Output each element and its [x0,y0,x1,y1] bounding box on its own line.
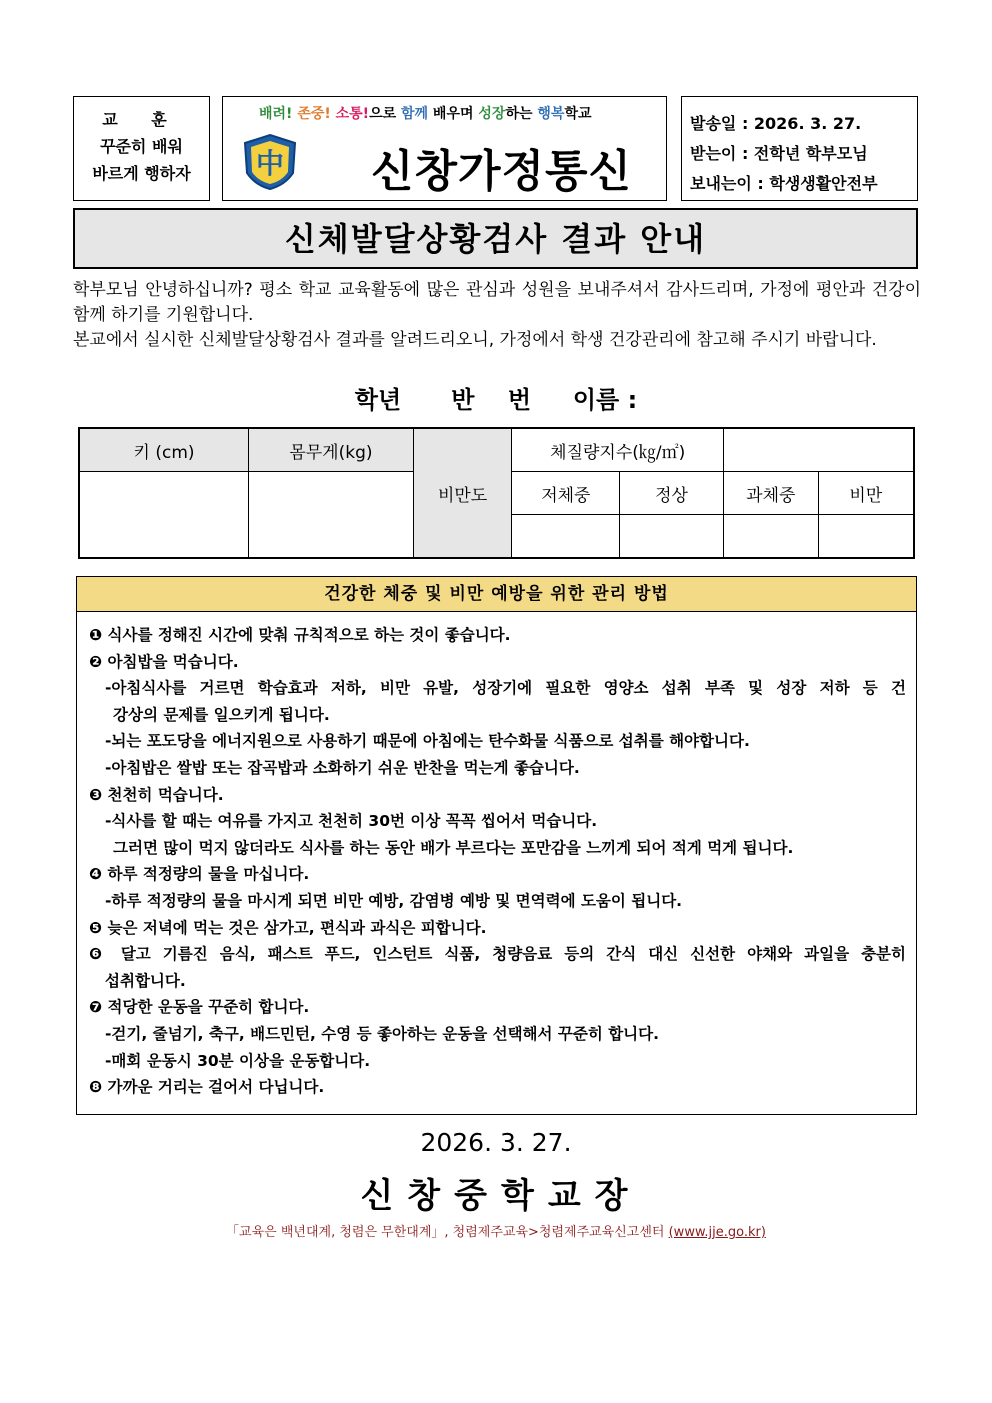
tip-line: ❶ 식사를 정해진 시간에 맞춰 규칙적으로 하는 것이 좋습니다. [89,626,511,644]
management-tips-box [76,576,917,1115]
slogan-word: 존중! [297,106,331,122]
underweight-header: 저체중 [512,472,620,515]
student-info-line: 학년 반 번 이름 : [354,386,638,414]
results-table [78,427,915,559]
tip-line: -식사를 할 때는 여유를 가지고 천천히 30번 이상 꼭꼭 씹어서 먹습니다. [105,812,598,831]
send-date: 발송일 : 2026. 3. 27. [690,114,862,133]
tip-line: ❷ 아침밥을 먹습니다. [89,652,239,671]
tip-line: -걷기, 줄넘기, 축구, 배드민턴, 수영 등 좋아하는 운동을 선택해서 꾸준히 합니다. [105,1024,660,1043]
footer-link[interactable]: (www.jje.go.kr) [668,1225,766,1240]
motto-line-2: 바르게 행하자 [92,164,191,183]
school-motto-box [73,96,210,201]
tip-line: 그러면 많이 먹지 않더라도 식사를 하는 동안 배가 부르다는 포만감을 느끼게 되어 적게 먹게 됩니다. [113,838,794,857]
slogan-word: 소통! [335,106,370,122]
slogan-word: 함께 [401,106,429,122]
slogan-word: 행복 [537,106,565,122]
normal-value-cell [620,515,724,559]
slogan-word: 으로 [369,106,401,122]
weight-value-cell [249,472,414,559]
issue-date: 2026. 3. 27. [420,1128,572,1157]
slogan-word: 배우며 [428,106,479,122]
obesity-header: 비만도 [413,428,512,558]
height-value-cell [79,472,249,559]
obese-header: 비만 [818,472,914,515]
intro-paragraph-2: 본교에서 실시한 신체발달상황검사 결과를 알려드리오니, 가정에서 학생 건강관리에 참고해 주시기 바랍니다. [73,330,877,350]
bmi-header: 체질량지수(㎏/㎡) [512,428,723,472]
obese-value-cell [818,515,914,559]
tip-line: -아침밥은 쌀밥 또는 잡곡밥과 소화하기 쉬운 반찬을 먹는게 좋습니다. [105,758,580,777]
management-list [77,612,916,1101]
underweight-value-cell [512,515,620,559]
footer-text: 「교육은 백년대계, 청렴은 무한대계」, 청렴제주교육>청렴제주교육신고센터 [226,1225,669,1240]
management-heading: 건강한 체중 및 비만 예방을 위한 관리 방법 [77,577,916,612]
tip-line: ❻ 달고 기름진 음식, 패스트 푸드, 인스턴트 식품, 청량음료 등의 간식 대신 신선한 야채와 과일을 충분히 [89,945,906,964]
intro-paragraph-1: 학부모님 안녕하십니까? 평소 학교 교육활동에 많은 관심과 성원을 보내주셔서 감사드리며, 가정에 평안과 건강이 함께 하기를 기원합니다. [73,280,921,325]
document-title: 신체발달상황검사 결과 안내 [73,208,918,269]
tip-line: ❸ 천천히 먹습니다. [89,785,224,804]
logo-glyph: 中 [255,147,285,180]
tip-line: ❺ 늦은 저녁에 먹는 것은 삼가고, 편식과 과식은 피합니다. [89,918,487,937]
tip-line: -하루 적정량의 물을 마시게 되면 비만 예방, 감염병 예방 및 면역력에 도움이 됩니다. [105,891,683,910]
school-slogan [259,103,592,123]
recipient: 받는이 : 전학년 학부모님 [690,144,868,163]
tip-line: ❼ 적당한 운동을 꾸준히 합니다. [89,998,310,1017]
tip-line: -아침식사를 거르면 학습효과 저하, 비만 유발, 성장기에 필요한 영양소 섭취 부족 및 성장 저하 등 건 [105,679,906,698]
tip-line: 섭취합니다. [105,971,186,990]
motto-title: 교 훈 [102,110,181,129]
slogan-word: 배려! [259,106,293,122]
slogan-word: 학교 [564,106,592,122]
principal-signature: 신창중학교장 [360,1176,642,1216]
overweight-header: 과체중 [723,472,818,515]
slogan-word: 성장 [478,106,506,122]
normal-header: 정상 [620,472,724,515]
overweight-value-cell [723,515,818,559]
dispatch-info-box [681,96,918,201]
sender: 보내는이 : 학생생활안전부 [690,174,878,193]
newsletter-title: 신창가정통신 [371,146,633,197]
slogan-word: 하는 [505,106,538,122]
integrity-footer [0,1221,992,1240]
newsletter-title-box [222,96,667,201]
weight-header: 몸무게(kg) [249,428,414,472]
school-logo-icon [241,133,299,191]
tip-line: ❹ 하루 적정량의 물을 마십니다. [89,865,310,884]
height-header: 키 (cm) [79,428,249,472]
tip-line: -뇌는 포도당을 에너지원으로 사용하기 때문에 아침에는 탄수화물 식품으로 섭취를 해야합니다. [105,732,750,751]
intro-text [73,278,921,353]
tip-line: 강상의 문제를 일으키게 됩니다. [113,705,330,724]
tip-line: ❽ 가까운 거리는 걸어서 다닙니다. [89,1078,325,1097]
motto-line-1: 꾸준히 배워 [100,137,183,156]
bmi-value-cell [723,428,914,472]
tip-line: -매회 운동시 30분 이상을 운동합니다. [105,1051,371,1070]
